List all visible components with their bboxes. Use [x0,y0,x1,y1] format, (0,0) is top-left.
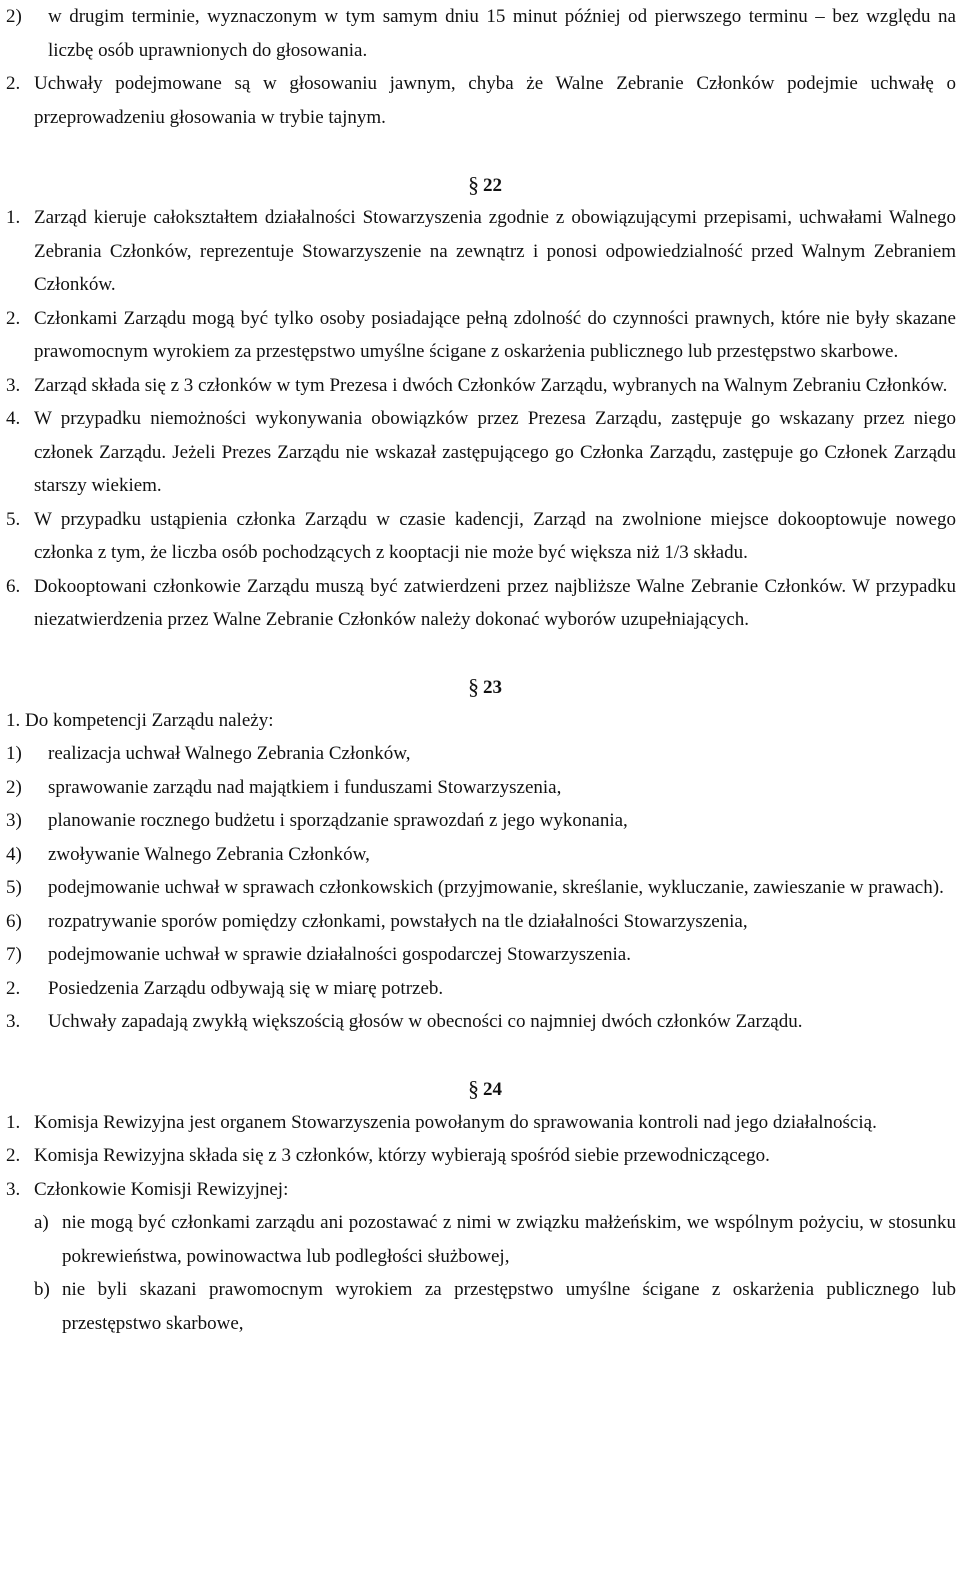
list-item [6,201,956,302]
item-text: podejmowanie uchwał w sprawach członkowskich (przyjmowanie, skreślanie, wykluczanie, zawieszanie w prawach). [48,877,944,898]
item-number: 5) [6,877,22,898]
list-item [6,1206,956,1273]
item-number: 2) [6,6,22,27]
item-number: 3. [6,374,21,396]
list-item [6,938,956,972]
item-number: 3) [6,810,22,831]
item-number: 3. [6,1178,21,1200]
item-text: Komisja Rewizyjna składa się z 3 członków, którzy wybierają spośród siebie przewodniczącego. [34,1145,770,1166]
item-number: a) [34,1212,49,1233]
item-number: 6) [6,910,22,932]
item-number: 3. [6,1011,21,1032]
item-number: 1) [6,743,22,764]
section-heading-23 [6,670,956,704]
item-text: Posiedzenia Zarządu odbywają się w miarę potrzeb. [48,977,444,999]
list-item [6,737,956,771]
item-text: sprawowanie zarządu nad majątkiem i funduszami Stowarzyszenia, [48,776,562,798]
item-text: realizacja uchwał Walnego Zebrania Członków, [48,743,411,764]
section-heading-24 [6,1072,956,1106]
list-item [6,905,956,939]
section-number: 24 [483,1079,502,1100]
list-item [6,771,956,805]
item-number: 5. [6,508,21,530]
item-text: nie byli skazani prawomocnym wyrokiem za przestępstwo umyślne ścigane z oskarżenia publicznego lub przestępstwo skarbowe, [62,1279,956,1334]
item-number: b) [34,1279,50,1300]
list-item [6,1139,956,1173]
item-number: 2. [6,73,21,94]
item-number: 1. [6,1111,21,1133]
item-text: Dokooptowani członkowie Zarządu muszą być zatwierdzeni przez najbliższe Walne Zebranie Członków. W przypadku niezatwierdzenia przez Walne Zebranie Członków należy dokonać wyborów uzupełniających. [34,575,956,630]
item-text: Zarząd kieruje całokształtem działalności Stowarzyszenia zgodnie z obowiązującymi przepisami, uchwałami Walnego Zebrania Członków, reprezentuje Stowarzyszenie na zewnątrz i ponosi odpowiedzialność przed Walnym Zebraniem Członków. [34,207,956,295]
item-text: Zarząd składa się z 3 członków w tym Prezesa i dwóch Członków Zarządu, wybranych na Walnym Zebraniu Członków. [34,374,948,396]
item-number: 1. [6,207,21,228]
item-number: 2. [6,1145,21,1166]
item-number: 6. [6,575,21,597]
list-item [6,972,956,1006]
item-text: W przypadku ustąpienia członka Zarządu w czasie kadencji, Zarząd na zwolnione miejsce dokooptowuje nowego członka z tym, że liczba osób pochodzących z kooptacji nie może być większa niż 1/3 składu. [34,508,956,563]
item-number: 2. [6,977,21,999]
list-item [6,570,956,637]
item-number: 2. [6,307,21,329]
item-text: podejmowanie uchwał w sprawie działalności gospodarczej Stowarzyszenia. [48,944,631,965]
list-item [6,0,956,67]
item-text: zwoływanie Walnego Zebrania Członków, [48,843,370,865]
item-text: Członkowie Komisji Rewizyjnej: [34,1178,289,1200]
list-item [6,302,956,369]
item-number: 2) [6,776,22,798]
section-intro: 1. Do kompetencji Zarządu należy: [6,709,274,731]
item-number: 4. [6,408,21,429]
section-number: 22 [483,174,502,196]
list-item [6,402,956,503]
item-number: 4) [6,843,22,865]
list-item [6,871,956,905]
list-item [6,503,956,570]
list-item [6,67,956,134]
list-item [6,804,956,838]
item-text: nie mogą być członkami zarządu ani pozostawać z nimi w związku małżeńskim, we wspólnym pożyciu, w stosunku pokrewieństwa, powinowactwa lub podległości służbowej, [62,1212,956,1267]
item-text: W przypadku niemożności wykonywania obowiązków przez Prezesa Zarządu, zastępuje go wskazany przez niego członek Zarządu. Jeżeli Prezes Zarządu nie wskazał zastępującego go Członka Zarządu, zastępuje go Członek Zarządu starszy wiekiem. [34,408,956,496]
list-item [6,838,956,872]
section-symbol: § [468,1076,479,1101]
item-text: planowanie rocznego budżetu i sporządzanie sprawozdań z jego wykonania, [48,810,628,831]
item-text: rozpatrywanie sporów pomiędzy członkami, powstałych na tle działalności Stowarzyszenia, [48,910,748,932]
list-item [6,1273,956,1340]
section-number: 23 [483,677,502,698]
section-symbol: § [468,674,479,699]
item-number: 7) [6,944,22,965]
list-item [6,1173,956,1207]
item-text: Uchwały zapadają zwykłą większością głosów w obecności co najmniej dwóch członków Zarządu. [48,1011,803,1032]
section-symbol: § [468,171,479,197]
item-text: Uchwały podejmowane są w głosowaniu jawnym, chyba że Walne Zebranie Członków podejmie uchwałę o przeprowadzeniu głosowania w trybie tajnym. [34,73,956,128]
section-heading-22 [6,168,956,202]
list-item [6,369,956,403]
list-item [6,1106,956,1140]
item-text: w drugim terminie, wyznaczonym w tym samym dniu 15 minut później od pierwszego terminu – bez względu na liczbę osób uprawnionych do głosowania. [48,6,956,61]
item-text: Komisja Rewizyjna jest organem Stowarzyszenia powołanym do sprawowania kontroli nad jego działalnością. [34,1111,877,1133]
item-text: Członkami Zarządu mogą być tylko osoby posiadające pełną zdolność do czynności prawnych, które nie były skazane prawomocnym wyrokiem za przestępstwo umyślne ścigane z oskarżenia publicznego lub przestępstwo skarbowe. [34,307,956,362]
list-item [6,1005,956,1039]
